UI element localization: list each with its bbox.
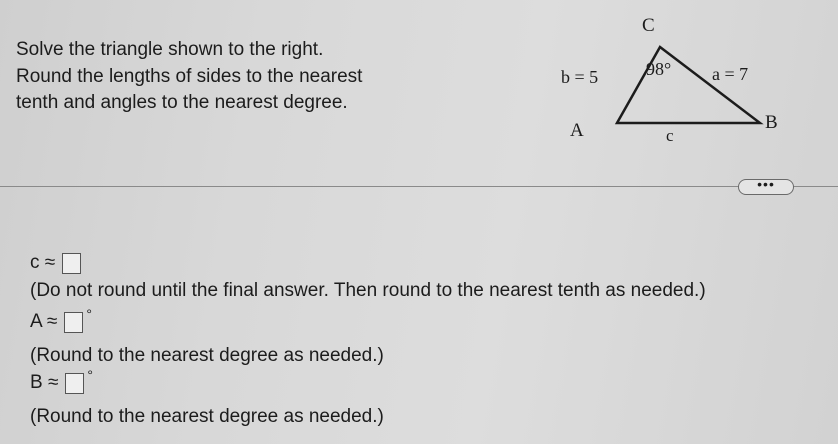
answer-row-c xyxy=(30,252,81,274)
answer-row-a xyxy=(30,306,92,333)
answer-row-b xyxy=(30,367,93,394)
vertex-c-label: C xyxy=(642,15,655,36)
side-c-label: c xyxy=(666,126,674,145)
question-line-2: Round the lengths of sides to the nearest xyxy=(16,65,363,87)
side-b-label: b = 5 xyxy=(561,67,599,87)
answer-c-input[interactable] xyxy=(62,253,81,274)
answer-b-input[interactable] xyxy=(65,373,84,394)
vertex-a-label: A xyxy=(570,120,584,141)
question-line-3: tenth and angles to the nearest degree. xyxy=(16,92,348,113)
degree-symbol-b: ° xyxy=(87,367,93,383)
answer-a-label: A ≈ xyxy=(30,311,58,332)
section-divider xyxy=(0,186,838,187)
answer-a-note: (Round to the nearest degree as needed.) xyxy=(30,345,384,366)
angle-c-label: 98° xyxy=(646,59,672,79)
more-options-button[interactable]: ••• xyxy=(738,179,794,195)
answer-a-input[interactable] xyxy=(64,312,83,333)
question-text xyxy=(16,37,362,117)
degree-symbol-a: ° xyxy=(86,306,92,322)
answer-b-note: (Round to the nearest degree as needed.) xyxy=(30,406,384,427)
side-a-label: a = 7 xyxy=(712,64,749,84)
answer-c-note: (Do not round until the final answer. Then round to the nearest tenth as needed.) xyxy=(30,280,706,301)
triangle-shape xyxy=(617,47,760,123)
answer-c-label: c ≈ xyxy=(30,252,56,273)
answer-b-label: B ≈ xyxy=(30,372,59,393)
question-line-1: Solve the triangle shown to the right. xyxy=(16,39,324,60)
vertex-b-label: B xyxy=(765,112,778,133)
